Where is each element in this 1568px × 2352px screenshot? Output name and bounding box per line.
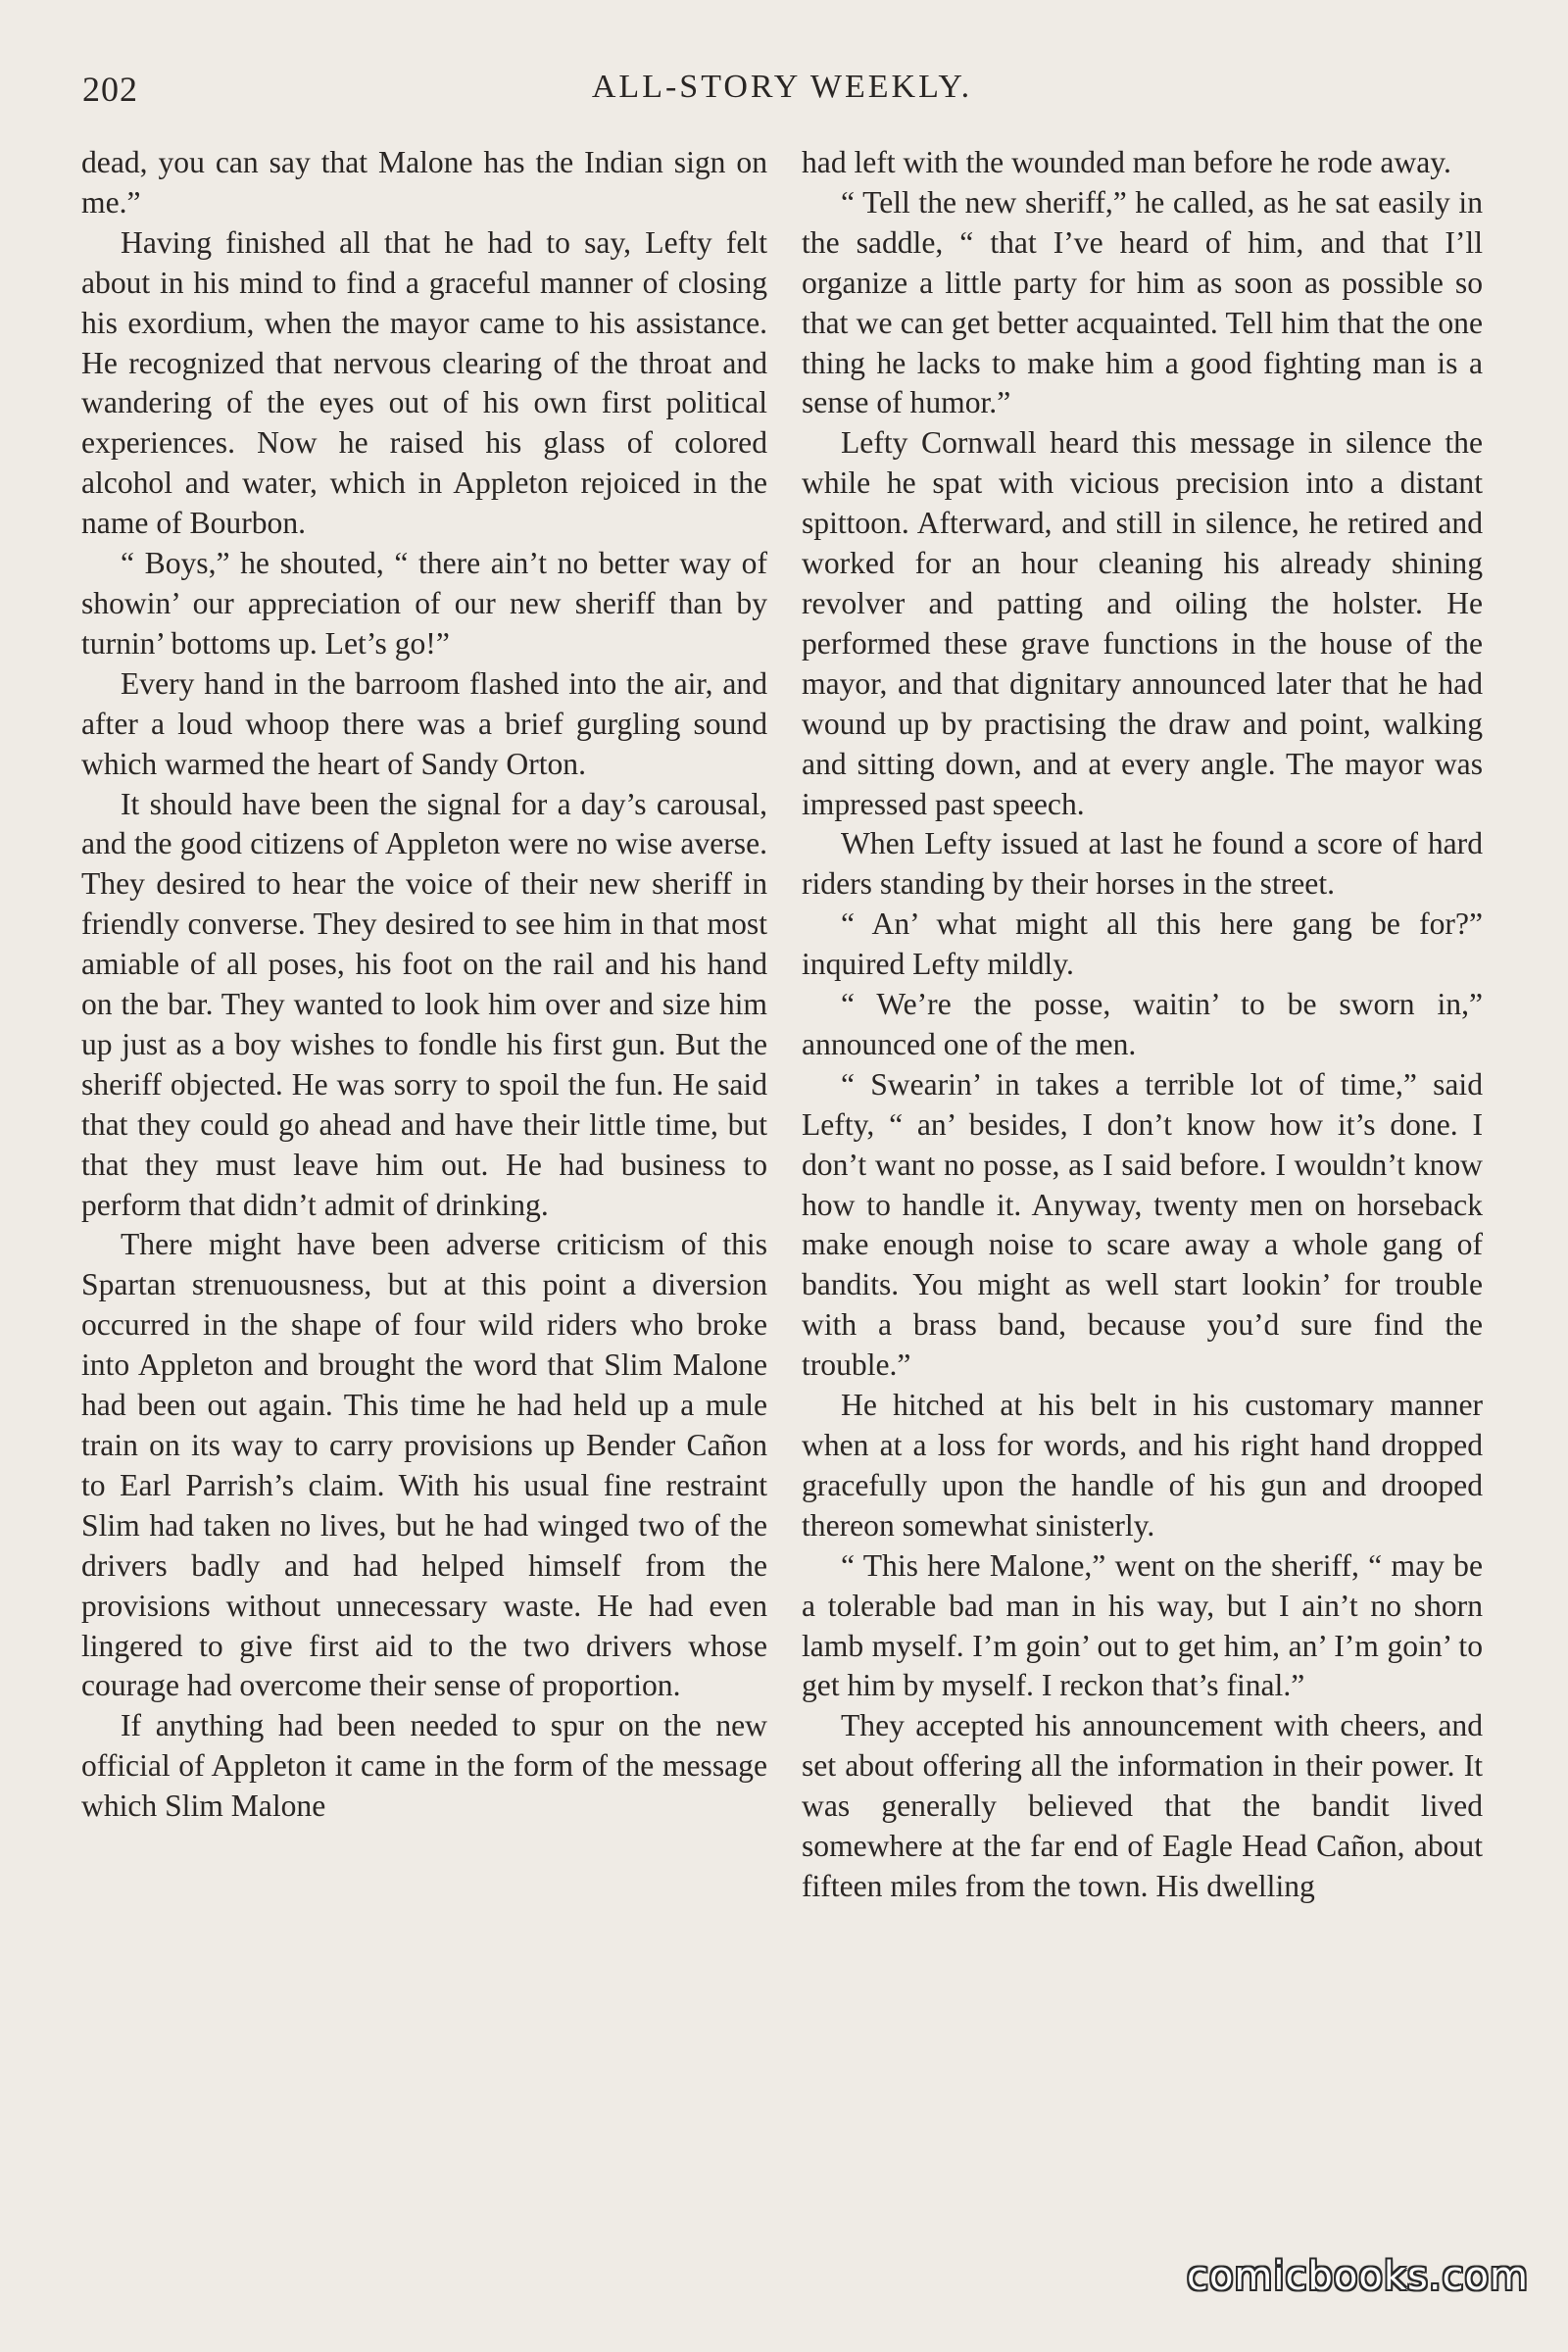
right-column xyxy=(802,143,1483,1907)
paragraph: It should have been the signal for a day’s carousal, and the good citizens of Appleton were no wise averse. They desired to hear the voice of their new sheriff in friendly converse. They desired to see him in that most amiable of all poses, his foot on the rail and his hand on the bar. They wanted to look him over and size him up just as a boy wishes to fondle his first gun. But the sheriff objected. He was sorry to spoil the fun. He said that they could go ahead and have their little time, but that they must leave him out. He had business to perform that didn’t admit of drinking. xyxy=(81,786,767,1222)
page-header xyxy=(76,69,1488,120)
paragraph: He hitched at his belt in his customary manner when at a loss for words, and his right hand dropped gracefully upon the handle of his gun and drooped thereon somewhat sinisterly. xyxy=(802,1388,1483,1543)
paragraph: “ We’re the posse, waitin’ to be sworn in,” announced one of the men. xyxy=(802,987,1483,1061)
paragraph: When Lefty issued at last he found a score of hard riders standing by their horses in the street. xyxy=(802,826,1483,902)
paragraph: “ An’ what might all this here gang be for?” inquired Lefty mildly. xyxy=(802,906,1483,982)
paragraph: Lefty Cornwall heard this message in silence the while he spat with vicious precision into a distant spittoon. Afterward, and still in silence, he retired and worked for an hour cleaning his already shining revolver and patting and oiling the holster. He performed these grave functions in the house of the mayor, and that dignitary announced later that he had wound up by practising the draw and point, walking and sitting down, and at every angle. The mayor was impressed past speech. xyxy=(802,425,1483,821)
running-head: ALL-STORY WEEKLY. xyxy=(591,69,973,105)
site-watermark: comicbooks.com xyxy=(1186,2254,1529,2299)
paragraph: Having finished all that he had to say, Lefty felt about in his mind to find a graceful manner of closing his exordium, when the mayor came to his assistance. He recognized that nervous clearing of the throat and wandering of the eyes out of his own first political experiences. Now he raised his glass of colored alcohol and water, which in Appleton rejoiced in the name of Bourbon. xyxy=(81,224,767,541)
paragraph: “ Boys,” he shouted, “ there ain’t no better way of showin’ our appreciation of our new sheriff than by turnin’ bottoms up. Let’s go!” xyxy=(81,546,767,661)
paragraph: There might have been adverse criticism of this Spartan strenuousness, but at this point a diversion occurred in the shape of four wild riders who broke into Appleton and brought the word that Slim Malone had been out again. This time he had held up a mule train on its way to carry provisions up Bender Cañon to Earl Parrish’s claim. With his usual fine restraint Slim had taken no lives, but he had winged two of the drivers badly and had helped himself from the provisions without unnecessary waste. He had even lingered to give first aid to the two drivers whose courage had overcome their sense of proportion. xyxy=(81,1227,767,1703)
paragraph: “ Tell the new sheriff,” he called, as he sat easily in the saddle, “ that I’ve heard of him, and that I’ll organize a little party for him as soon as possible so that we can get better acquainted. Tell him that the one thing he lacks to make him a good fighting man is a sense of humor.” xyxy=(802,184,1483,420)
paragraph: They accepted his announcement with cheers, and set about offering all the information in their power. It was generally believed that the bandit lived somewhere at the far end of Eagle Head Cañon, about fifteen miles from the town. His dwelling xyxy=(802,1708,1483,1903)
paragraph: dead, you can say that Malone has the Indian sign on me.” xyxy=(81,145,767,220)
page-number: 202 xyxy=(82,70,138,109)
paragraph: “ Swearin’ in takes a terrible lot of time,” said Lefty, “ an’ besides, I don’t know how it’s done. I don’t want no posse, as I said before. I wouldn’t know how to handle it. Anyway, twenty men on horseback make enough noise to scare away a whole gang of bandits. You might as well start lookin’ for trouble with a brass band, because you’d sure find the trouble.” xyxy=(802,1066,1483,1383)
paragraph: Every hand in the barroom flashed into the air, and after a loud whoop there was a brief gurgling sound which warmed the heart of Sandy Orton. xyxy=(81,665,767,781)
left-column xyxy=(81,143,767,1827)
paragraph: If anything had been needed to spur on the new official of Appleton it came in the form of the message which Slim Malone xyxy=(81,1708,767,1824)
paragraph: had left with the wounded man before he rode away. xyxy=(802,145,1451,179)
paragraph: “ This here Malone,” went on the sheriff, “ may be a tolerable bad man in his way, but I ain’t no shorn lamb myself. I’m goin’ out to get him, an’ I’m goin’ to get him by myself. I reckon that’s final.” xyxy=(802,1547,1483,1703)
